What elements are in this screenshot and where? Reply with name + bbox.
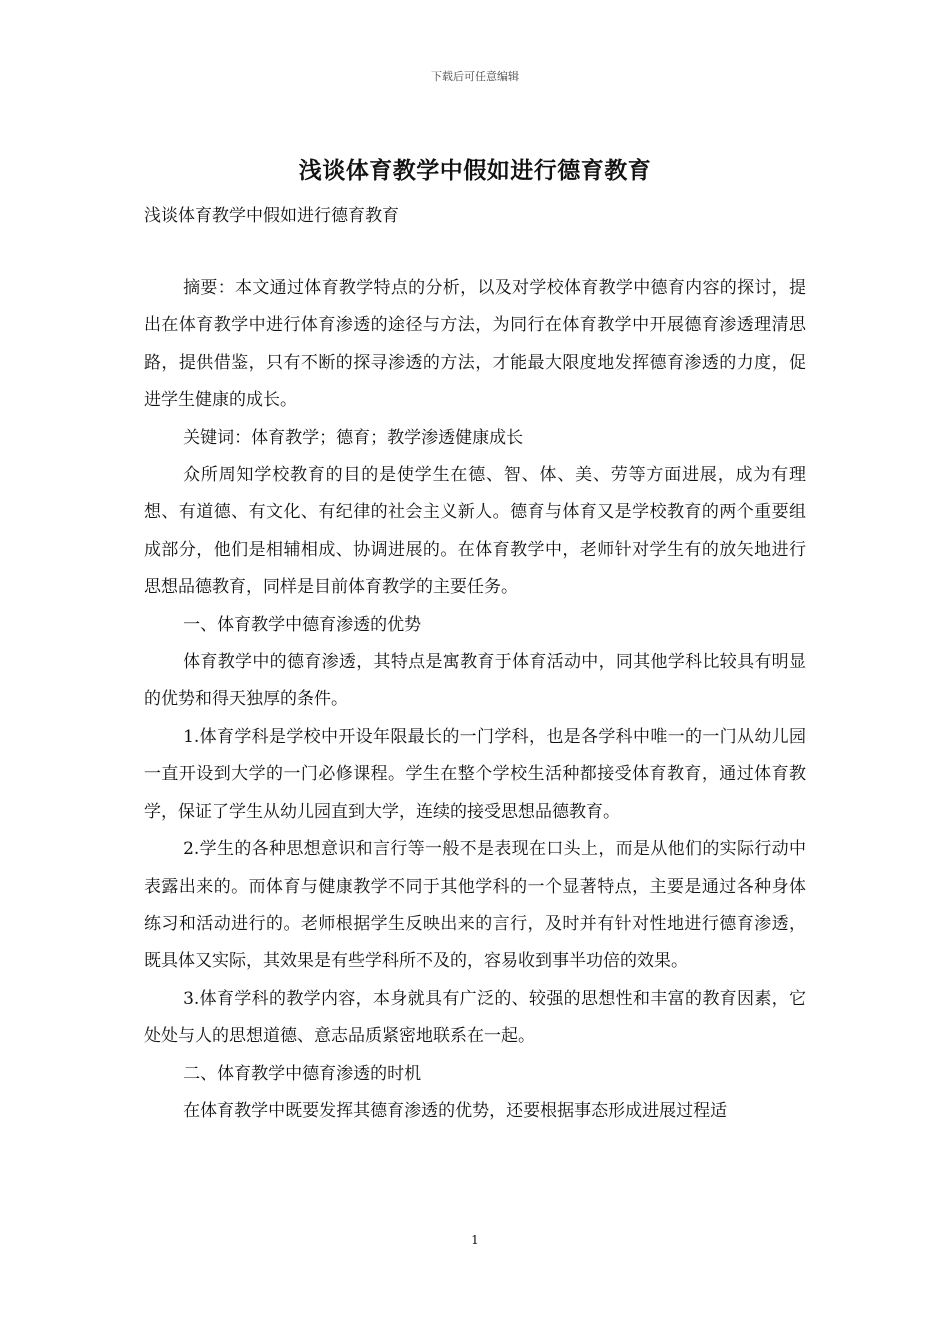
body-paragraph: 2.学生的各种思想意识和言行等一般不是表现在口头上，而是从他们的实际行动中表露出来的。而体育与健康教学不同于其他学科的一个显著特点，主要是通过各种身体练习和活动进行的。老师根据学生反映出来的言行，及时并有针对性地进行德育渗透，既具体又实际，其效果是有些学科所不及的，容易收到事半功倍的效果。 xyxy=(144,839,806,972)
body-paragraph: 3.体育学科的教学内容，本身就具有广泛的、较强的思想性和丰富的教育因素，它处处与人的思想道德、意志品质紧密地联系在一起。 xyxy=(144,988,806,1047)
body-paragraph: 体育教学中的德育渗透，其特点是寓教育于体育活动中，同其他学科比较具有明显的优势和得天独厚的条件。 xyxy=(144,652,806,710)
section-heading: 二、体育教学中德育渗透的时机 xyxy=(183,1063,422,1084)
document-body xyxy=(144,270,806,1130)
document-subtitle: 浅谈体育教学中假如进行德育教育 xyxy=(144,206,399,226)
page-number: 1 xyxy=(471,1233,479,1247)
abstract-paragraph: 摘要：本文通过体育教学特点的分析，以及对学校体育教学中德育内容的探讨，提出在体育教学中进行体育渗透的途径与方法，为同行在体育教学中开展德育渗透理清思路，提供借鉴，只有不断的探寻渗透的方法，才能最大限度地发挥德育渗透的力度，促进学生健康的成长。 xyxy=(144,278,806,411)
body-paragraph: 在体育教学中既要发挥其德育渗透的优势，还要根据事态形成进展过程适 xyxy=(183,1100,728,1121)
section-heading: 一、体育教学中德育渗透的优势 xyxy=(183,614,422,635)
keywords-paragraph: 关键词：体育教学；德育；教学渗透健康成长 xyxy=(183,427,524,448)
body-paragraph: 1.体育学科是学校中开设年限最长的一门学科，也是各学科中唯一的一门从幼儿园一直开设到大学的一门必修课程。学生在整个学校生活种都接受体育教育，通过体育教学，保证了学生从幼儿园直到大学，连续的接受思想品德教育。 xyxy=(144,726,806,822)
body-paragraph: 众所周知学校教育的目的是使学生在德、智、体、美、劳等方面进展，成为有理想、有道德、有文化、有纪律的社会主义新人。德育与体育又是学校教育的两个重要组成部分，他们是相辅相成、协调进展的。在体育教学中，老师针对学生有的放矢地进行思想品德教育，同样是目前体育教学的主要任务。 xyxy=(144,465,806,598)
document-title: 浅谈体育教学中假如进行德育教育 xyxy=(298,157,652,184)
header-note: 下载后可任意编辑 xyxy=(431,70,519,83)
